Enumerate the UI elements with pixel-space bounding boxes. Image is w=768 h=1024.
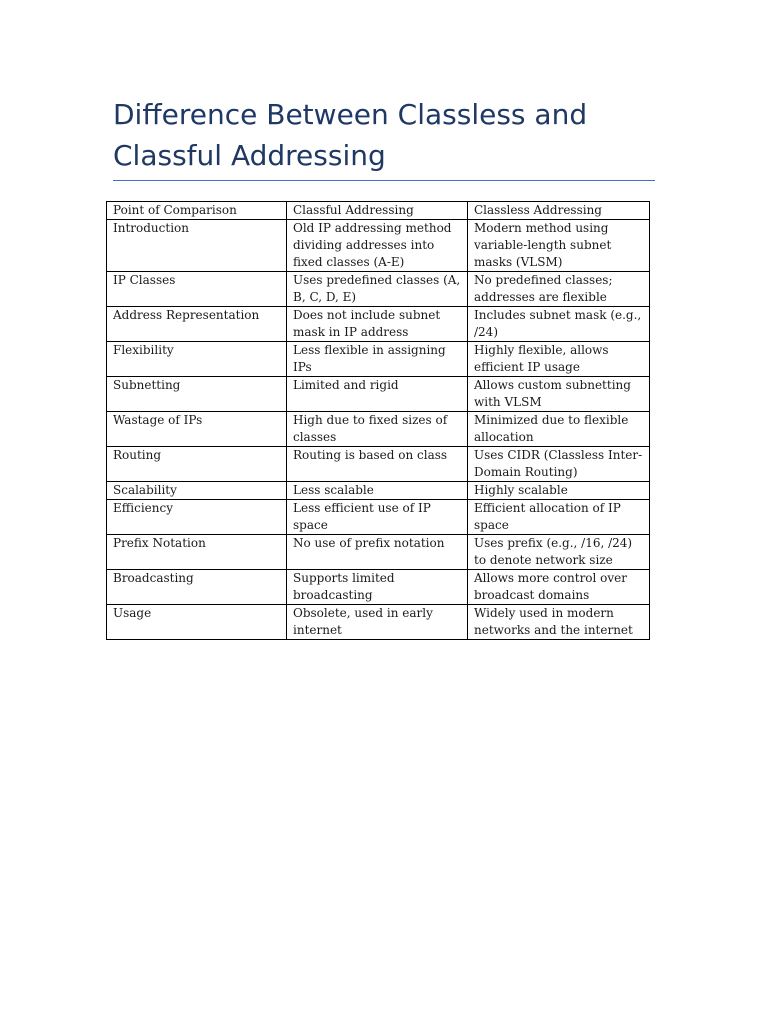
classful-cell: Less scalable (287, 482, 468, 500)
classless-cell: Minimized due to flexible allocation (468, 412, 650, 447)
comparison-table-body (107, 202, 650, 640)
point-cell: Flexibility (107, 342, 287, 377)
classful-cell: Does not include subnet mask in IP address (287, 307, 468, 342)
point-cell: Broadcasting (107, 570, 287, 605)
point-cell: Usage (107, 605, 287, 640)
comparison-table (106, 201, 650, 640)
classless-cell: Modern method using variable-length subnet masks (VLSM) (468, 220, 650, 272)
point-cell: Efficiency (107, 500, 287, 535)
classless-cell: Uses CIDR (Classless Inter-Domain Routing) (468, 447, 650, 482)
header-cell-classful: Classful Addressing (287, 202, 468, 220)
classless-cell: Widely used in modern networks and the internet (468, 605, 650, 640)
table-row (107, 377, 650, 412)
classless-cell: Uses prefix (e.g., /16, /24) to denote network size (468, 535, 650, 570)
point-cell: Wastage of IPs (107, 412, 287, 447)
header-cell-point-of-comparison: Point of Comparison (107, 202, 287, 220)
classful-cell: Obsolete, used in early internet (287, 605, 468, 640)
page-title: Difference Between Classless and Classful Addressing (113, 98, 588, 172)
table-row (107, 570, 650, 605)
classful-cell: Old IP addressing method dividing addresses into fixed classes (A-E) (287, 220, 468, 272)
point-cell: Routing (107, 447, 287, 482)
point-cell: Introduction (107, 220, 287, 272)
header-cell-classless: Classless Addressing (468, 202, 650, 220)
classful-cell: Supports limited broadcasting (287, 570, 468, 605)
table-row (107, 535, 650, 570)
table-row (107, 605, 650, 640)
table-row (107, 447, 650, 482)
classful-cell: Less flexible in assigning IPs (287, 342, 468, 377)
classless-cell: No predefined classes; addresses are flexible (468, 272, 650, 307)
classful-cell: Less efficient use of IP space (287, 500, 468, 535)
classless-cell: Allows more control over broadcast domains (468, 570, 650, 605)
classless-cell: Highly flexible, allows efficient IP usage (468, 342, 650, 377)
point-cell: Address Representation (107, 307, 287, 342)
classful-cell: Limited and rigid (287, 377, 468, 412)
title-underline-rule (113, 180, 655, 181)
point-cell: Prefix Notation (107, 535, 287, 570)
classful-cell: High due to fixed sizes of classes (287, 412, 468, 447)
table-row (107, 482, 650, 500)
point-cell: Scalability (107, 482, 287, 500)
classful-cell: Uses predefined classes (A, B, C, D, E) (287, 272, 468, 307)
table-header-row (107, 202, 650, 220)
classless-cell: Efficient allocation of IP space (468, 500, 650, 535)
table-row (107, 307, 650, 342)
point-cell: Subnetting (107, 377, 287, 412)
table-row (107, 220, 650, 272)
table-row (107, 272, 650, 307)
classless-cell: Includes subnet mask (e.g., /24) (468, 307, 650, 342)
classful-cell: No use of prefix notation (287, 535, 468, 570)
table-row (107, 342, 650, 377)
table-row (107, 500, 650, 535)
point-cell: IP Classes (107, 272, 287, 307)
classful-cell: Routing is based on class (287, 447, 468, 482)
classless-cell: Allows custom subnetting with VLSM (468, 377, 650, 412)
classless-cell: Highly scalable (468, 482, 650, 500)
table-row (107, 412, 650, 447)
